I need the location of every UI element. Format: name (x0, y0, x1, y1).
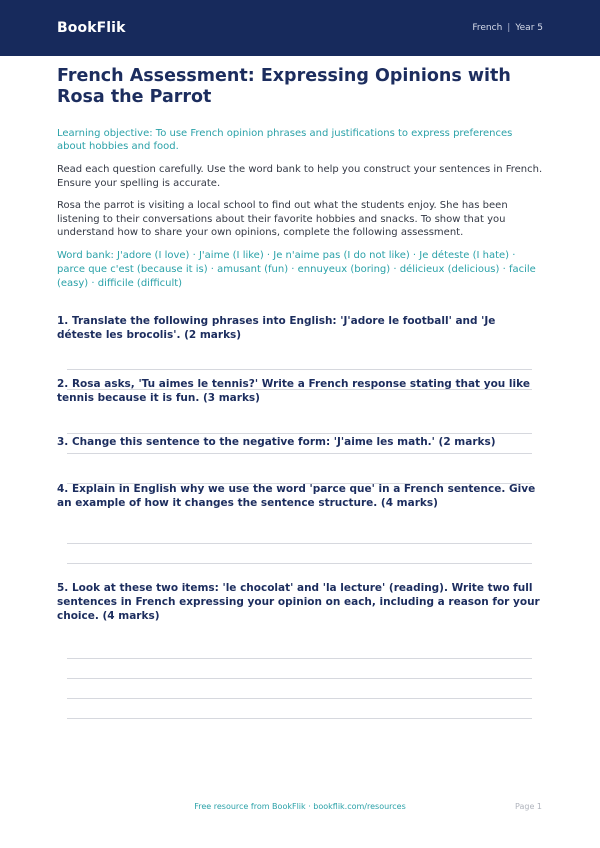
answer-line[interactable] (67, 658, 532, 659)
question-5: 5. Look at these two items: 'le chocolat' and 'la lecture' (reading). Write two full sentences in French expressing your opinion on each, including a reason for your choice. (4 marks) (57, 581, 540, 622)
word-bank: Word bank: J'adore (I love) · J'aime (I like) · Je n'aime pas (I do not like) · Je déteste (I hate) · parce que c'est (because it is) · amusant (fun) · ennuyeux (boring) · délicieux (delicious) · facile (easy) · difficile (difficult) (57, 249, 536, 289)
brand-logo: BookFlik (57, 20, 126, 36)
question-3: 3. Change this sentence to the negative form: 'J'aime les math.' (2 marks) (57, 435, 496, 448)
question-2: 2. Rosa asks, 'Tu aimes le tennis?' Write a French response stating that you like tennis because it is fun. (3 marks) (57, 377, 530, 404)
intro-paragraph: Rosa the parrot is visiting a local school to find out what the students enjoy. She has been listening to their conversations about their favorite hobbies and snacks. To show that you understand how to share your own opinions, complete the following assessment. (57, 200, 508, 238)
worksheet-content (57, 66, 543, 719)
answer-line[interactable] (67, 543, 532, 544)
page-number: Page 1 (515, 802, 542, 811)
page-title: French Assessment: Expressing Opinions with Rosa the Parrot (57, 66, 511, 107)
answer-lines-5 (67, 658, 532, 719)
answer-line[interactable] (67, 678, 532, 679)
question-4: 4. Explain in English why we use the word 'parce que' in a French sentence. Give an example of how it changes the sentence structure. (4 marks) (57, 482, 536, 509)
year-label: Year 5 (515, 23, 543, 33)
learning-objective: Learning objective: To use French opinion phrases and justifications to express preferences about hobbies and food. (57, 128, 513, 152)
footer-resource-link[interactable]: Free resource from BookFlik · bookflik.com/resources (194, 802, 406, 811)
answer-line[interactable] (67, 433, 532, 434)
header-bar (0, 0, 600, 56)
answer-line[interactable] (67, 369, 532, 370)
answer-line[interactable] (67, 563, 532, 564)
instructions: Read each question carefully. Use the word bank to help you construct your sentences in French. Ensure your spelling is accurate. (57, 164, 543, 189)
answer-line[interactable] (67, 698, 532, 699)
question-1: 1. Translate the following phrases into English: 'J'adore le football' and 'Je déteste les brocolis'. (2 marks) (57, 314, 496, 341)
header-meta (472, 23, 543, 33)
meta-separator: | (507, 23, 511, 33)
answer-line[interactable] (67, 453, 532, 454)
footer (0, 802, 600, 814)
subject-label: French (472, 23, 503, 33)
answer-line[interactable] (67, 718, 532, 719)
answer-lines-4 (67, 543, 532, 564)
